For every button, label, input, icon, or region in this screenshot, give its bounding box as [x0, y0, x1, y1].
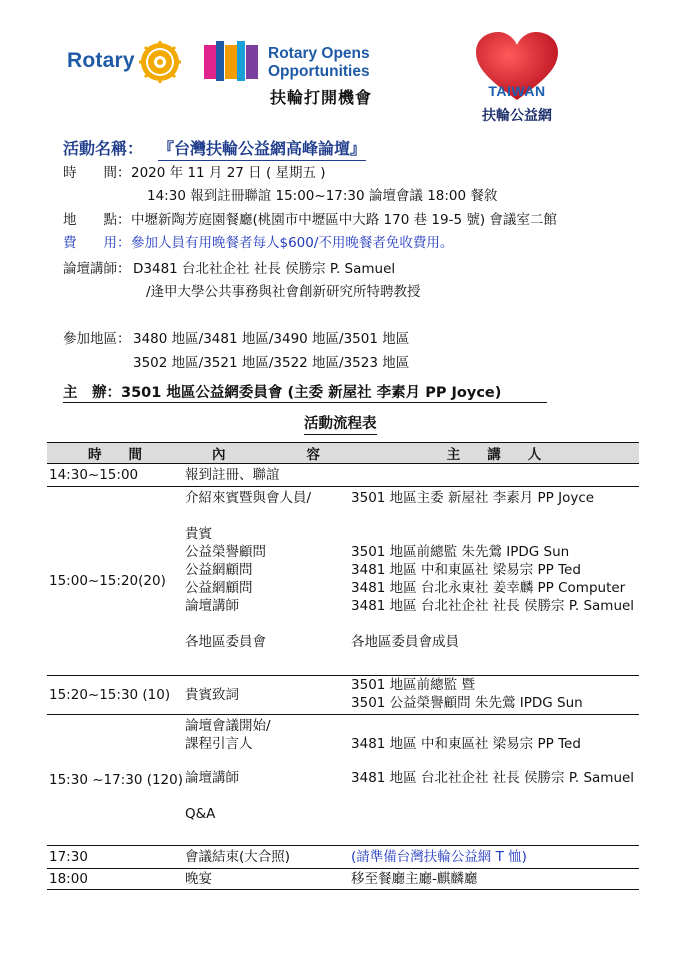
table-row [47, 676, 639, 715]
row-speaker: 移至餐廳主廳-麒麟廳 [349, 869, 639, 890]
speaker-line: 3481 地區 中和東區社 梁易宗 PP Ted [351, 562, 581, 578]
header-content: 內 容 [183, 443, 349, 464]
row-speaker [349, 487, 639, 676]
content-line: 論壇講師 [185, 598, 240, 614]
row-content [183, 715, 349, 846]
event-title-label: 活動名稱： [63, 139, 144, 158]
table-row [47, 464, 639, 487]
content-line: 課程引言人 [185, 736, 253, 752]
opportunities-title-line1: Rotary Opens [268, 45, 370, 62]
row-content [183, 487, 349, 676]
content-line: 論壇講師 [185, 770, 240, 786]
taiwan-logo-text: TAIWAN [488, 83, 546, 99]
row-content: 會議結束(大合照) [183, 846, 349, 869]
taiwan-logo-chinese: 扶輪公益網 [482, 108, 552, 124]
place-label: 地 點： [63, 212, 131, 228]
speaker-line: 3481 地區 台北永東社 姜幸麟 PP Computer [351, 580, 626, 596]
speaker-line-blank [351, 753, 639, 769]
speaker-line2: /逢甲大學公共事務與社會創新研究所特聘教授 [146, 284, 421, 300]
speaker-line: 3501 地區前總監 暨 [351, 677, 475, 693]
row-content: 報到註冊、聯誼 [183, 464, 349, 487]
row-speaker [349, 464, 639, 487]
organizer-underline [63, 402, 547, 403]
districts-line2: 3502 地區/3521 地區/3522 地區/3523 地區 [133, 355, 410, 371]
speaker-line: 3501 地區主委 新屋社 李素月 PP Joyce [351, 490, 595, 506]
content-line-blank [185, 753, 349, 769]
row-time: 15:00~15:20(20) [47, 487, 183, 676]
opportunities-title-line2: Opportunities [268, 63, 370, 80]
content-line: 公益網顧問 [185, 580, 253, 596]
districts-label: 參加地區： [63, 331, 131, 347]
districts-line1: 3480 地區/3481 地區/3490 地區/3501 地區 [133, 331, 410, 347]
content-line: 公益榮譽顧問 [185, 544, 267, 560]
row-content: 晚宴 [183, 869, 349, 890]
speaker-line-blank [351, 507, 639, 543]
rotary-logo-text: Rotary [67, 49, 135, 72]
fee-label: 費 用： [63, 235, 131, 251]
speaker-line1: D3481 台北社企社 社長 侯勝宗 P. Samuel [133, 261, 396, 277]
event-time-detail: 14:30 報到註冊聯誼 15:00~17:30 論壇會議 18:00 餐敘 [147, 188, 498, 204]
content-line-blank [185, 507, 349, 525]
content-line: Q&A [185, 806, 216, 822]
speaker-line-blank [351, 717, 639, 735]
event-place: 中壢新陶芳庭園餐廳(桃園市中壢區中大路 170 巷 19-5 號) 會議室二館 [131, 212, 557, 228]
rotary-wheel-icon [139, 41, 181, 83]
content-line: 論壇會議開始/ [185, 718, 271, 734]
event-fee: 參加人員有用晚餐者每人$600/不用晚餐者免收費用。 [131, 235, 454, 251]
header-speaker: 主 講 人 [349, 443, 639, 464]
table-row [47, 487, 639, 676]
content-line: 貴賓 [185, 526, 213, 542]
speaker-line: 3481 地區 台北社企社 社長 侯勝宗 P. Samuel [351, 770, 635, 786]
content-line-blank [185, 787, 349, 805]
row-speaker [349, 715, 639, 846]
header-time: 時 間 [47, 443, 183, 464]
content-line: 介紹來賓暨與會人員/ [185, 490, 312, 506]
table-row [47, 715, 639, 846]
schedule-title: 活動流程表 [304, 412, 377, 435]
speaker-line: 3481 地區 台北社企社 社長 侯勝宗 P. Samuel [351, 598, 635, 614]
row-speaker: (請準備台灣扶輪公益網 T 恤) [349, 846, 639, 869]
opportunities-chinese-title: 扶輪打開機會 [270, 88, 373, 107]
speaker-line: 3481 地區 中和東區社 梁易宗 PP Ted [351, 736, 581, 752]
row-time: 18:00 [47, 869, 183, 890]
time-label: 時 間： [63, 165, 131, 181]
schedule-table [47, 442, 639, 890]
row-content: 貴賓致詞 [183, 676, 349, 715]
row-speaker [349, 676, 639, 715]
speaker-line: 各地區委員會成員 [351, 634, 460, 650]
table-row [47, 846, 639, 869]
row-time: 15:30 ~17:30 (120) [47, 715, 183, 846]
table-row [47, 869, 639, 890]
event-title: 『台灣扶輪公益網高峰論壇』 [158, 136, 366, 161]
speaker-line: 3501 公益榮譽顧問 朱先鶯 IPDG Sun [351, 695, 583, 711]
row-time: 14:30~15:00 [47, 464, 183, 487]
row-time: 17:30 [47, 846, 183, 869]
row-time: 15:20~15:30 (10) [47, 676, 183, 715]
organizer: 主 辦：3501 地區公益網委員會 (主委 新屋社 李素月 PP Joyce) [63, 385, 502, 401]
speaker-label: 論壇講師： [63, 261, 131, 277]
content-line: 各地區委員會 [185, 634, 267, 650]
table-header-row [47, 443, 639, 464]
content-line-blank [185, 615, 349, 633]
opportunities-doors-icon [204, 41, 260, 81]
speaker-line-blank [351, 615, 639, 633]
speaker-line: 3501 地區前總監 朱先鶯 IPDG Sun [351, 544, 570, 560]
content-line: 公益網顧問 [185, 562, 253, 578]
event-date: 2020 年 11 月 27 日 ( 星期五 ) [131, 165, 326, 181]
